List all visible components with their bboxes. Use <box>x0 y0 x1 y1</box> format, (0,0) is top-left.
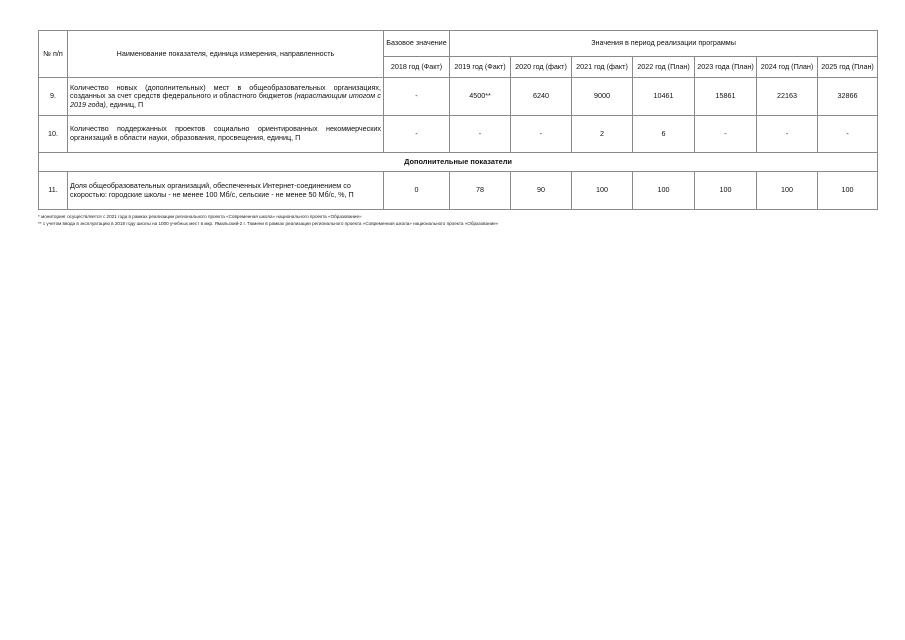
header-name: Наименование показателя, единица измерения, направленность <box>68 31 384 78</box>
indicator-unit: , единиц, П <box>105 99 144 109</box>
value-cell: - <box>757 116 818 153</box>
value-cell: - <box>511 116 572 153</box>
value-cell: 4500** <box>450 78 511 116</box>
table-row <box>39 172 878 210</box>
value-cell: 6 <box>633 116 695 153</box>
indicators-table <box>38 30 878 210</box>
value-cell: 100 <box>695 172 757 210</box>
value-cell: 100 <box>633 172 695 210</box>
value-cell: - <box>818 116 878 153</box>
row-indicator-name <box>68 78 384 116</box>
header-year: 2020 год (факт) <box>511 57 572 78</box>
header-year: 2019 год (Факт) <box>450 57 511 78</box>
value-cell: 32866 <box>818 78 878 116</box>
indicator-text: Количество новых (дополнительных) мест в общеобразовательных организациях, созданных за счет средств федерального и областного бюджетов <box>70 82 381 101</box>
value-cell: 100 <box>757 172 818 210</box>
value-cell: 2 <box>572 116 633 153</box>
row-indicator-name: Количество поддержанных проектов социально ориентированных некоммерческих организаций в области науки, образования, просвещения, единиц, П <box>68 116 384 153</box>
section-row <box>39 153 878 172</box>
value-cell: 100 <box>572 172 633 210</box>
value-cell: 0 <box>384 172 450 210</box>
value-cell: - <box>450 116 511 153</box>
table-row <box>39 78 878 116</box>
section-title: Дополнительные показатели <box>39 153 878 172</box>
row-num: 10. <box>39 116 68 153</box>
value-cell: - <box>384 116 450 153</box>
value-cell: 10461 <box>633 78 695 116</box>
table-row <box>39 116 878 153</box>
header-year: 2018 год (Факт) <box>384 57 450 78</box>
footnotes <box>38 213 877 227</box>
value-cell: 22163 <box>757 78 818 116</box>
header-period: Значения в период реализации программы <box>450 31 878 57</box>
value-cell: 15861 <box>695 78 757 116</box>
header-year: 2021 год (факт) <box>572 57 633 78</box>
value-cell: 9000 <box>572 78 633 116</box>
row-num: 11. <box>39 172 68 210</box>
document-sheet <box>38 30 877 227</box>
footnote: ** с учетом ввода в эксплуатацию в 2018 году школы на 1000 учебных мест в мкр. Ямальский-2 г. Тюмени в рамках реализации регионального проекта «Современная школа» национального проекта «Образование» <box>38 221 499 226</box>
indicator-italic-note: (нарастающим итогом с 2019 года) <box>70 91 381 109</box>
value-cell: 78 <box>450 172 511 210</box>
value-cell: 100 <box>818 172 878 210</box>
header-year: 2025 год (План) <box>818 57 878 78</box>
header-year: 2023 года (План) <box>695 57 757 78</box>
header-row-1 <box>39 31 878 57</box>
value-cell: - <box>384 78 450 116</box>
footnote: * мониторинг осуществляется с 2021 года в рамках реализации регионального проекта «Современная школа» национального проекта «Образование» <box>38 214 362 219</box>
row-indicator-name: Доля общеобразовательных организаций, обеспеченных Интернет-соединением со скоростью: городские школы - не менее 100 Мб/с, сельские - не менее 50 Мб/с, %, П <box>68 172 384 210</box>
header-num: № п/п <box>39 31 68 78</box>
header-year: 2024 год (План) <box>757 57 818 78</box>
header-year: 2022 год (План) <box>633 57 695 78</box>
value-cell: - <box>695 116 757 153</box>
value-cell: 90 <box>511 172 572 210</box>
value-cell: 6240 <box>511 78 572 116</box>
header-base: Базовое значение <box>384 31 450 57</box>
row-num: 9. <box>39 78 68 116</box>
